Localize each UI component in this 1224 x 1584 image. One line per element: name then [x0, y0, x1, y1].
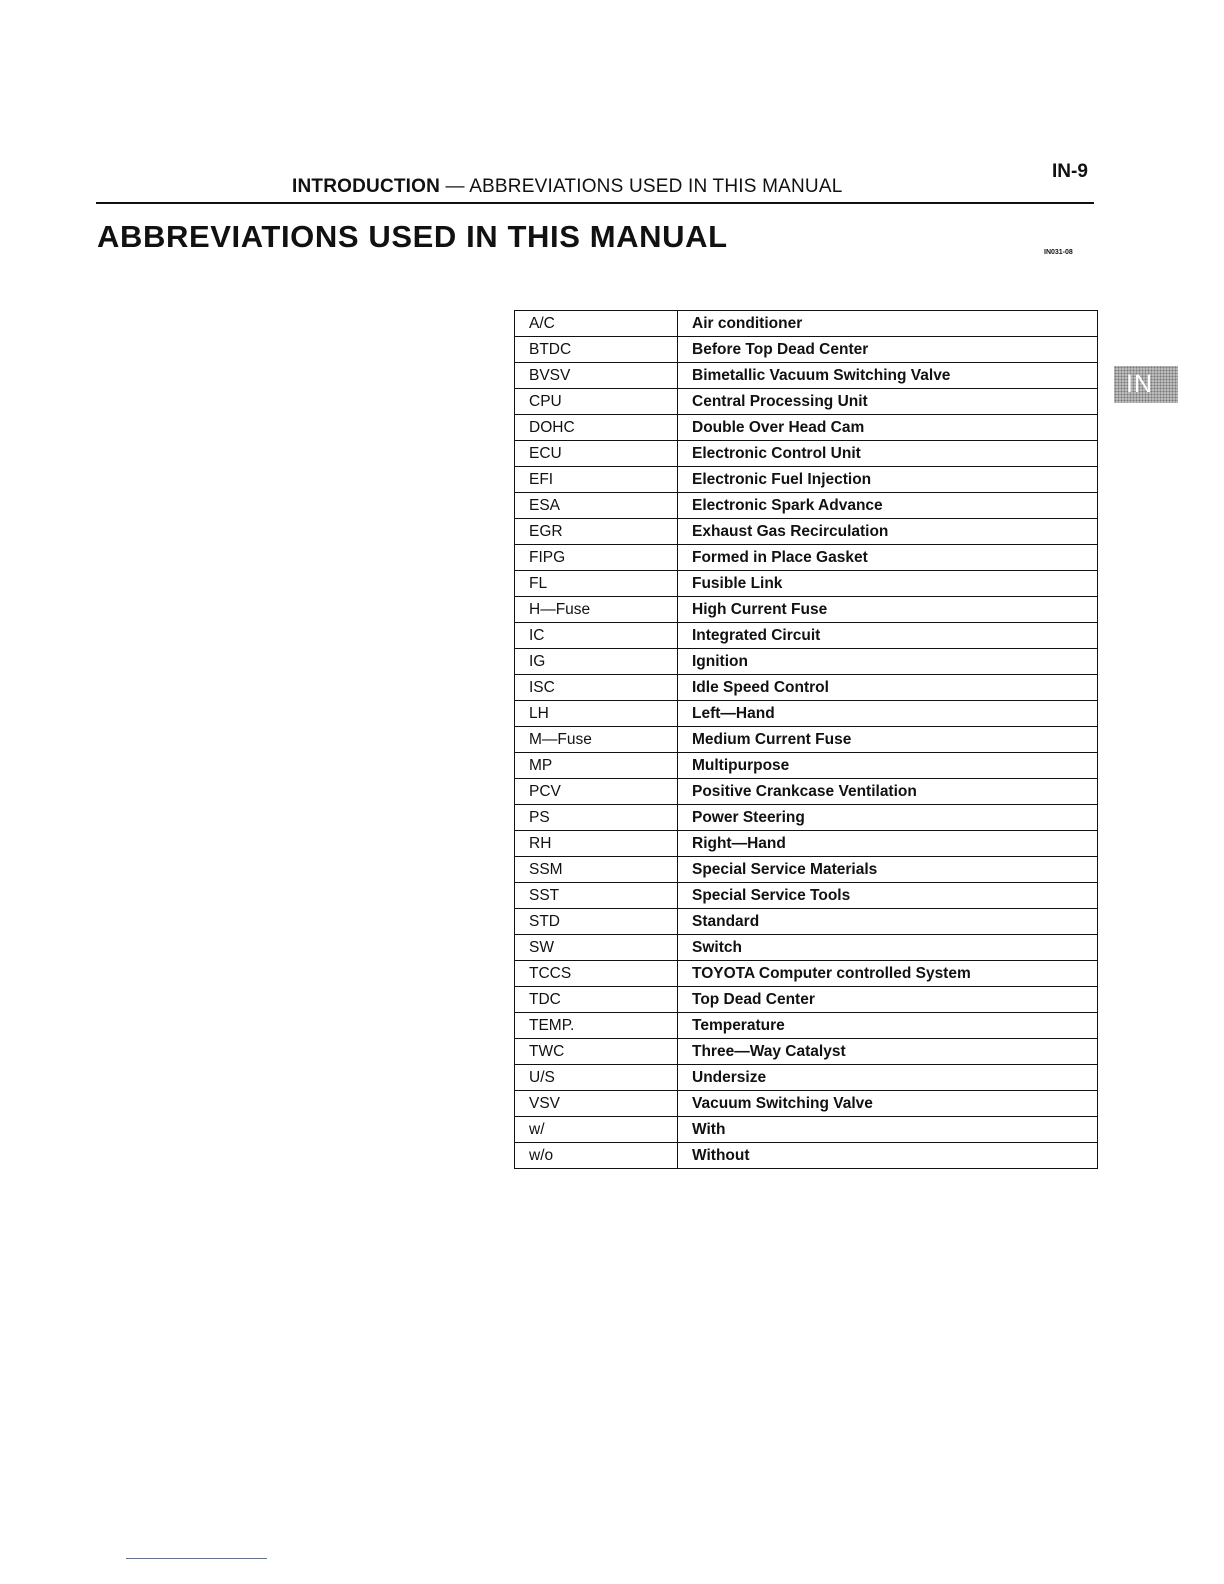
footer-rule — [126, 1558, 267, 1559]
abbreviation-cell: TEMP. — [515, 1013, 678, 1039]
table-row — [515, 909, 1098, 935]
table-row — [515, 441, 1098, 467]
table-row — [515, 311, 1098, 337]
abbreviation-cell: w/ — [515, 1117, 678, 1143]
table-row — [515, 597, 1098, 623]
table-row — [515, 415, 1098, 441]
meaning-cell: Integrated Circuit — [678, 623, 1098, 649]
abbreviation-cell: ISC — [515, 675, 678, 701]
abbreviation-cell: SST — [515, 883, 678, 909]
abbreviation-cell: ESA — [515, 493, 678, 519]
meaning-cell: Right—Hand — [678, 831, 1098, 857]
meaning-cell: Formed in Place Gasket — [678, 545, 1098, 571]
meaning-cell: Ignition — [678, 649, 1098, 675]
section-tab — [1114, 366, 1178, 403]
table-row — [515, 623, 1098, 649]
header-separator: — — [445, 176, 465, 197]
meaning-cell: Without — [678, 1143, 1098, 1169]
meaning-cell: Electronic Spark Advance — [678, 493, 1098, 519]
abbreviation-cell: SSM — [515, 857, 678, 883]
table-row — [515, 1091, 1098, 1117]
meaning-cell: Power Steering — [678, 805, 1098, 831]
meaning-cell: With — [678, 1117, 1098, 1143]
table-row — [515, 701, 1098, 727]
table-row — [515, 1065, 1098, 1091]
abbreviation-cell: FL — [515, 571, 678, 597]
table-row — [515, 545, 1098, 571]
meaning-cell: Special Service Tools — [678, 883, 1098, 909]
meaning-cell: Undersize — [678, 1065, 1098, 1091]
abbreviation-cell: IC — [515, 623, 678, 649]
table-row — [515, 987, 1098, 1013]
table-row — [515, 883, 1098, 909]
abbreviation-cell: U/S — [515, 1065, 678, 1091]
table-row — [515, 857, 1098, 883]
table-row — [515, 727, 1098, 753]
table-row — [515, 493, 1098, 519]
abbreviation-cell: EFI — [515, 467, 678, 493]
table-row — [515, 831, 1098, 857]
table-row — [515, 1117, 1098, 1143]
header-subsection: ABBREVIATIONS USED IN THIS MANUAL — [469, 176, 843, 197]
table-row — [515, 675, 1098, 701]
table-row — [515, 753, 1098, 779]
meaning-cell: Idle Speed Control — [678, 675, 1098, 701]
abbreviation-cell: BTDC — [515, 337, 678, 363]
table-row — [515, 649, 1098, 675]
abbreviation-cell: CPU — [515, 389, 678, 415]
table-row — [515, 519, 1098, 545]
meaning-cell: Top Dead Center — [678, 987, 1098, 1013]
abbreviation-cell: A/C — [515, 311, 678, 337]
meaning-cell: Three—Way Catalyst — [678, 1039, 1098, 1065]
abbreviation-cell: FIPG — [515, 545, 678, 571]
table-row — [515, 1039, 1098, 1065]
abbreviation-cell: PS — [515, 805, 678, 831]
meaning-cell: Special Service Materials — [678, 857, 1098, 883]
meaning-cell: Air conditioner — [678, 311, 1098, 337]
header-section: INTRODUCTION — [292, 176, 441, 197]
table-row — [515, 389, 1098, 415]
abbreviation-cell: TCCS — [515, 961, 678, 987]
meaning-cell: Double Over Head Cam — [678, 415, 1098, 441]
meaning-cell: Bimetallic Vacuum Switching Valve — [678, 363, 1098, 389]
table-row — [515, 1143, 1098, 1169]
document-code: IN031-08 — [1044, 249, 1073, 256]
meaning-cell: Medium Current Fuse — [678, 727, 1098, 753]
table-row — [515, 363, 1098, 389]
abbreviation-cell: VSV — [515, 1091, 678, 1117]
meaning-cell: Central Processing Unit — [678, 389, 1098, 415]
abbreviation-cell: RH — [515, 831, 678, 857]
meaning-cell: Fusible Link — [678, 571, 1098, 597]
running-header — [292, 176, 843, 198]
meaning-cell: Electronic Fuel Injection — [678, 467, 1098, 493]
abbreviation-cell: ECU — [515, 441, 678, 467]
meaning-cell: Electronic Control Unit — [678, 441, 1098, 467]
meaning-cell: High Current Fuse — [678, 597, 1098, 623]
abbreviation-cell: TDC — [515, 987, 678, 1013]
table-row — [515, 961, 1098, 987]
meaning-cell: Temperature — [678, 1013, 1098, 1039]
meaning-cell: TOYOTA Computer controlled System — [678, 961, 1098, 987]
abbreviation-cell: M—Fuse — [515, 727, 678, 753]
abbreviation-cell: TWC — [515, 1039, 678, 1065]
abbreviation-cell: PCV — [515, 779, 678, 805]
meaning-cell: Switch — [678, 935, 1098, 961]
meaning-cell: Exhaust Gas Recirculation — [678, 519, 1098, 545]
abbreviation-cell: IG — [515, 649, 678, 675]
meaning-cell: Standard — [678, 909, 1098, 935]
meaning-cell: Vacuum Switching Valve — [678, 1091, 1098, 1117]
table-row — [515, 467, 1098, 493]
meaning-cell: Left—Hand — [678, 701, 1098, 727]
section-tab-label: IN — [1126, 370, 1153, 398]
table-row — [515, 571, 1098, 597]
abbreviation-cell: DOHC — [515, 415, 678, 441]
table-row — [515, 337, 1098, 363]
abbreviation-cell: MP — [515, 753, 678, 779]
abbreviation-cell: STD — [515, 909, 678, 935]
abbreviation-cell: SW — [515, 935, 678, 961]
page-number: IN-9 — [1052, 161, 1088, 182]
abbreviation-cell: EGR — [515, 519, 678, 545]
table-row — [515, 935, 1098, 961]
abbreviation-cell: BVSV — [515, 363, 678, 389]
abbreviations-table — [514, 310, 1098, 1169]
abbreviation-cell: w/o — [515, 1143, 678, 1169]
meaning-cell: Positive Crankcase Ventilation — [678, 779, 1098, 805]
table-row — [515, 805, 1098, 831]
table-row — [515, 779, 1098, 805]
table-row — [515, 1013, 1098, 1039]
meaning-cell: Before Top Dead Center — [678, 337, 1098, 363]
abbreviation-cell: LH — [515, 701, 678, 727]
page-title: ABBREVIATIONS USED IN THIS MANUAL — [97, 219, 728, 254]
abbreviation-cell: H—Fuse — [515, 597, 678, 623]
meaning-cell: Multipurpose — [678, 753, 1098, 779]
